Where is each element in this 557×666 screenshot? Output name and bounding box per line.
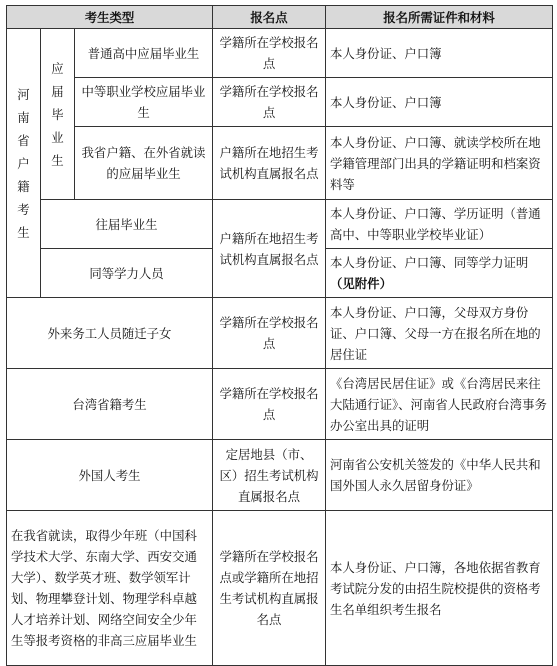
docs-cell: 本人身份证、户口簿、就读学校所在地学籍管理部门出具的学籍证明和档案资料等	[326, 127, 553, 200]
table-row	[7, 200, 553, 249]
vertical-char: 生	[17, 224, 30, 240]
docs-cell: 本人身份证、户口簿，各地依据省教育考试院分发的由招生院校提供的资格考生名单组织考生报名	[326, 511, 553, 666]
vertical-char: 南	[17, 109, 30, 125]
attachment-note: （见附件）	[330, 276, 392, 291]
vertical-char: 籍	[17, 178, 30, 194]
site-cell: 学籍所在学校报名点	[213, 29, 326, 78]
header-type: 考生类型	[7, 6, 213, 29]
vertical-char: 省	[17, 132, 30, 148]
vertical-char: 应	[51, 60, 64, 76]
table-row	[7, 298, 553, 369]
docs-cell	[326, 249, 553, 298]
type-cell: 往届毕业生	[41, 200, 213, 249]
site-cell: 学籍所在学校报名点	[213, 369, 326, 440]
docs-cell: 本人身份证、户口簿	[326, 78, 553, 127]
site-cell: 户籍所在地招生考试机构直属报名点	[213, 200, 326, 298]
type-cell: 同等学力人员	[41, 249, 213, 298]
site-cell: 学籍所在学校报名点	[213, 78, 326, 127]
vertical-char: 户	[17, 155, 30, 171]
type-cell: 我省户籍、在外省就读的应届毕业生	[75, 127, 213, 200]
vertical-char: 届	[51, 83, 64, 99]
vertical-char: 生	[51, 152, 64, 168]
docs-text: 本人身份证、户口簿、同等学力证明	[330, 255, 529, 270]
table-row	[7, 369, 553, 440]
docs-cell: 本人身份证、户口簿	[326, 29, 553, 78]
site-cell: 学籍所在学校报名点	[213, 298, 326, 369]
docs-cell: 《台湾居民居住证》或《台湾居民来往大陆通行证》、河南省人民政府台湾事务办公室出具的证明	[326, 369, 553, 440]
table-row	[7, 511, 553, 666]
header-site: 报名点	[213, 6, 326, 29]
site-cell: 定居地县（市、区）招生考试机构直属报名点	[213, 440, 326, 511]
table-row	[7, 440, 553, 511]
header-docs: 报名所需证件和材料	[326, 6, 553, 29]
site-cell: 学籍所在学校报名点或学籍所在地招生考试机构直属报名点	[213, 511, 326, 666]
table-row	[7, 78, 553, 127]
type-cell: 外来务工人员随迁子女	[7, 298, 213, 369]
type-cell: 外国人考生	[7, 440, 213, 511]
type-cell: 中等职业学校应届毕业生	[75, 78, 213, 127]
site-cell: 户籍所在地招生考试机构直属报名点	[213, 127, 326, 200]
vertical-char: 业	[51, 129, 64, 145]
type-cell: 普通高中应届毕业生	[75, 29, 213, 78]
registration-table	[6, 5, 553, 666]
table-row	[7, 127, 553, 200]
type-cell: 台湾省籍考生	[7, 369, 213, 440]
vertical-char: 河	[17, 86, 30, 102]
docs-cell: 河南省公安机关签发的《中华人民共和国外国人永久居留身份证》	[326, 440, 553, 511]
vertical-char: 考	[17, 201, 30, 217]
henan-group-label	[7, 29, 41, 298]
docs-cell: 本人身份证、户口簿，父母双方身份证、户口簿、父母一方在报名所在地的居住证	[326, 298, 553, 369]
header-row	[7, 6, 553, 29]
type-cell: 在我省就读，取得少年班（中国科学技术大学、东南大学、西安交通大学）、数学英才班、数学领军计划、物理攀登计划、物理学科卓越人才培养计划、网络空间安全少年生等报考资格的非高三应届毕业生	[7, 511, 213, 666]
fresh-grad-label	[41, 29, 75, 200]
table-row	[7, 29, 553, 78]
docs-cell: 本人身份证、户口簿、学历证明（普通高中、中等职业学校毕业证）	[326, 200, 553, 249]
vertical-char: 毕	[51, 106, 64, 122]
